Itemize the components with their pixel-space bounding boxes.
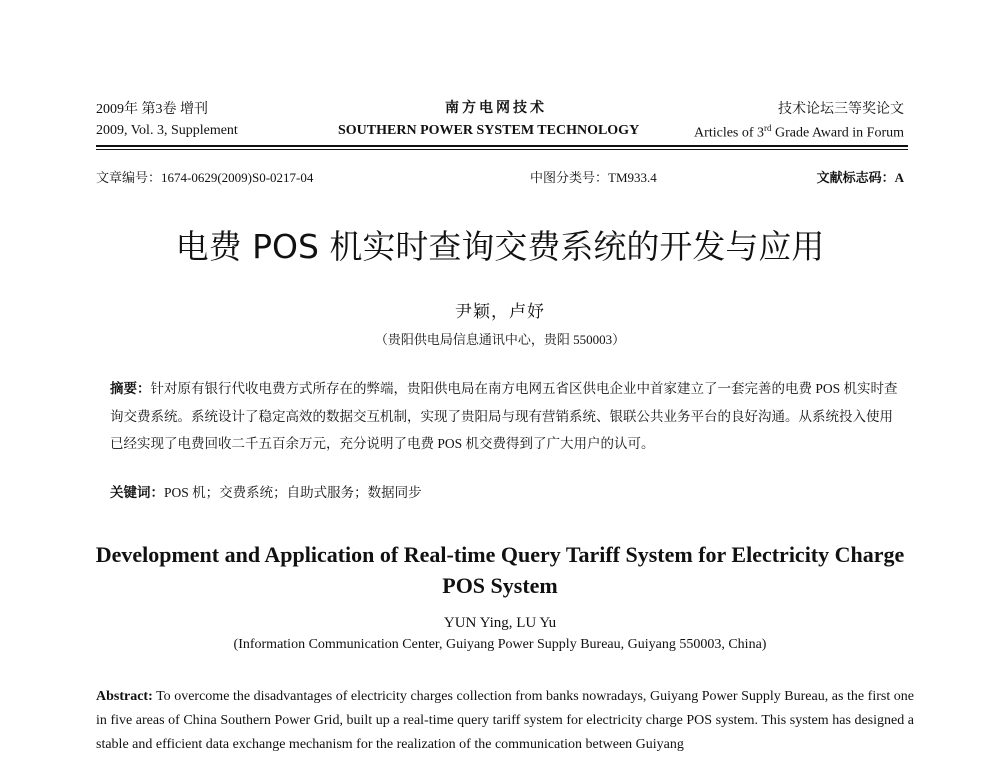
award-label-cn: 技术论坛三等奖论文	[778, 101, 904, 117]
keywords-cn	[110, 481, 422, 501]
journal-name-en: SOUTHERN POWER SYSTEM TECHNOLOGY	[338, 123, 640, 138]
journal-issue-cn: 2009年 第3卷 增刊	[96, 102, 208, 117]
authors-cn: 尹颖，卢妤	[455, 302, 545, 321]
abstract-cn	[110, 375, 900, 457]
header-rule-thick	[96, 145, 908, 147]
header-rule-thin	[96, 149, 908, 150]
article-number: 文章编号：1674-0629(2009)S0-0217-04	[96, 170, 314, 185]
journal-issue-en: 2009, Vol. 3, Supplement	[96, 123, 238, 138]
abstract-en-text: To overcome the disadvantages of electricity charges collection from banks nowradays, Guiyang Power Supply Bureau, as the first one in five areas of China Southern Power Grid, built up a real-time query tariff system for electricity charge POS system. This system has designed a stable and efficient data exchange mechanism for the realization of the communication between Guiyang	[96, 689, 915, 752]
abstract-en	[96, 685, 914, 757]
paper-title-en: Development and Application of Real-time Query Tariff System for Electricity Charge POS System	[95, 542, 905, 598]
abstract-en-label: Abstract:	[96, 689, 153, 704]
journal-name-cn: 南方电网技术	[445, 100, 547, 116]
keywords-cn-text: POS 机；交费系统；自助式服务；数据同步	[164, 485, 422, 500]
classification-number: 中图分类号：TM933.4	[530, 170, 657, 185]
abstract-cn-label: 摘要：	[110, 381, 151, 397]
document-code: 文献标志码：A	[816, 170, 904, 185]
affiliation-en: (Information Communication Center, Guiyang Power Supply Bureau, Guiyang 550003, China)	[233, 637, 767, 652]
authors-en: YUN Ying, LU Yu	[443, 615, 557, 631]
award-label-en: Articles of 3rd Grade Award in Forum	[694, 123, 904, 141]
abstract-cn-text: 针对原有银行代收电费方式所存在的弊端，贵阳供电局在南方电网五省区供电企业中首家建立了一套完善的电费 POS 机实时查询交费系统。系统设计了稳定高效的数据交互机制，实现了贵阳局与现有营销系统、银联公共业务平台的良好沟通。从系统投入使用已经实现了电费回收二千五百余万元，充分说明了电费 POS 机交费得到了广大用户的认可。	[110, 381, 898, 451]
affiliation-cn: （贵阳供电局信息通讯中心，贵阳 550003）	[374, 332, 626, 347]
paper-title-cn: 电费 POS 机实时查询交费系统的开发与应用	[175, 227, 825, 266]
keywords-cn-label: 关键词：	[110, 485, 164, 501]
